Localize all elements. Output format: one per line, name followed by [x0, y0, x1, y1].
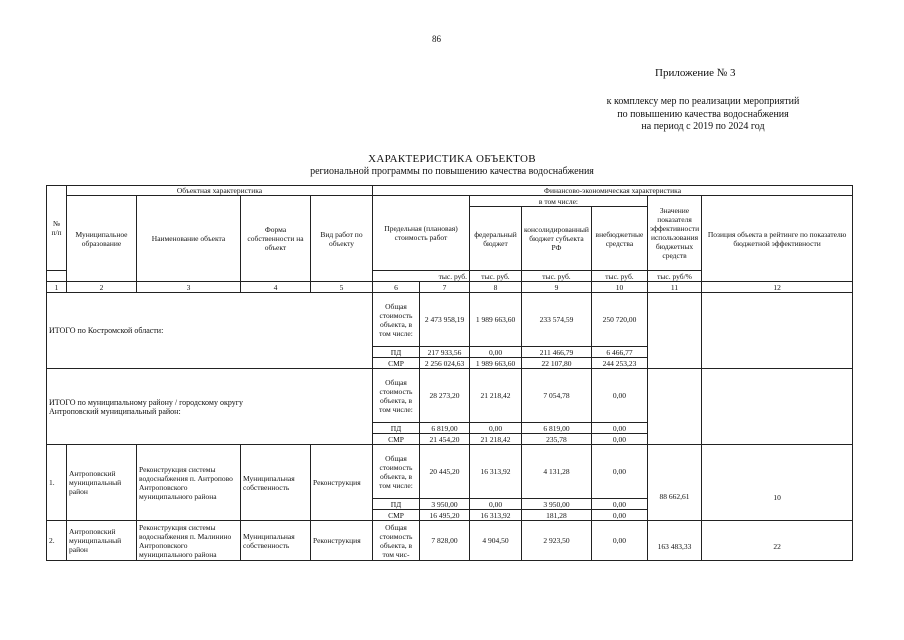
column-numbers-row [47, 282, 853, 293]
value-cell: 3 950,00 [522, 499, 592, 510]
value-cell: 1 989 663,60 [470, 358, 522, 369]
header-subgroup-row [47, 196, 853, 207]
row-label-total: Общая стоимость объекта, в том числе: [373, 369, 420, 423]
district-total-label [47, 369, 373, 445]
header-municipality: Муниципальное образование [67, 196, 137, 282]
header-num: № п/п [47, 186, 67, 271]
value-cell: 0,00 [591, 521, 647, 561]
header-federal: федеральный бюджет [470, 207, 522, 271]
object-efficiency: 163 483,33 [647, 521, 701, 561]
object-worktype: Реконструкция [311, 445, 373, 521]
value-cell: 244 253,23 [591, 358, 647, 369]
header-rating: Позиция объекта в рейтинге по показателю бюджетной эффективности [702, 196, 853, 282]
col-number: 8 [470, 282, 522, 293]
value-cell: 0,00 [591, 369, 647, 423]
row-label-total: Общая стоимость объекта, в том числе: [373, 445, 420, 499]
value-cell: 21 218,42 [470, 434, 522, 445]
row-label-smr: СМР [373, 358, 420, 369]
value-cell: 20 445,20 [420, 445, 470, 499]
value-cell: 2 256 024,63 [420, 358, 470, 369]
value-cell: 7 828,00 [420, 521, 470, 561]
unit-cell: тыс. руб. [373, 271, 470, 282]
value-cell: 1 989 663,60 [470, 293, 522, 347]
header-ownership: Форма собственности на объект [241, 196, 311, 282]
col-number: 10 [591, 282, 647, 293]
object-name: Реконструкция системы водоснабжения п. Малинино Антроповского муниципального района [137, 521, 241, 561]
header-group-row [47, 186, 853, 196]
col-number: 12 [702, 282, 853, 293]
object-efficiency: 88 662,61 [647, 445, 701, 521]
header-finance-group: Финансово-экономическая характеристика [373, 186, 853, 196]
value-cell: 233 574,59 [522, 293, 592, 347]
region-total-row [47, 293, 853, 347]
district-total-row [47, 369, 853, 423]
value-cell: 7 054,78 [522, 369, 592, 423]
value-cell: 0,00 [470, 423, 522, 434]
unit-cell: тыс. руб/% [647, 271, 701, 282]
value-cell: 0,00 [470, 499, 522, 510]
value-cell: 4 904,50 [470, 521, 522, 561]
header-extrabudget: внебюджетные средства [591, 207, 647, 271]
value-cell: 181,28 [522, 510, 592, 521]
objects-table [46, 185, 853, 561]
district-total-line: ИТОГО по муниципальному району / городскому округу [49, 397, 244, 407]
value-cell: 0,00 [591, 499, 647, 510]
value-cell: 6 819,00 [522, 423, 592, 434]
annotation-line: к комплексу мер по реализации мероприятий [606, 96, 800, 107]
value-cell: 21 218,42 [470, 369, 522, 423]
object-row [47, 521, 853, 561]
page-number: 86 [432, 34, 441, 44]
value-cell: 16 495,20 [420, 510, 470, 521]
value-cell: 3 950,00 [420, 499, 470, 510]
appendix-title: Приложение № 3 [655, 67, 736, 79]
object-ownership: Муниципальная собственность [241, 445, 311, 521]
value-cell: 16 313,92 [470, 445, 522, 499]
row-label-pd: ПД [373, 499, 420, 510]
header-cost: Предельная (плановая) стоимость работ [373, 196, 470, 271]
unit-cell: тыс. руб. [470, 271, 522, 282]
value-cell: 2 473 958,19 [420, 293, 470, 347]
unit-cell: тыс. руб. [591, 271, 647, 282]
annotation-line: на период с 2019 по 2024 год [641, 121, 765, 132]
object-rating: 10 [702, 445, 853, 521]
row-label-smr: СМР [373, 434, 420, 445]
value-cell: 250 720,00 [591, 293, 647, 347]
col-number: 3 [137, 282, 241, 293]
row-label-total: Общая стоимость объекта, в том числе: [373, 293, 420, 347]
value-cell: 2 923,50 [522, 521, 592, 561]
row-label-pd: ПД [373, 347, 420, 358]
col-number: 1 [47, 282, 67, 293]
col-number: 6 [373, 282, 420, 293]
value-cell: 0,00 [591, 510, 647, 521]
header-incl: в том числе: [470, 196, 648, 207]
object-num: 2. [47, 521, 67, 561]
appendix-annotation [560, 96, 846, 134]
value-cell: 6 466,77 [591, 347, 647, 358]
value-cell: 22 107,80 [522, 358, 592, 369]
object-num: 1. [47, 445, 67, 521]
object-ownership: Муниципальная собственность [241, 521, 311, 561]
unit-cell: тыс. руб. [522, 271, 592, 282]
document-subtitle: региональной программы по повышению качества водоснабжения [310, 166, 594, 177]
value-cell: 0,00 [591, 445, 647, 499]
value-cell: 6 819,00 [420, 423, 470, 434]
col-number: 9 [522, 282, 592, 293]
district-total-line: Антроповский муниципальный район: [49, 406, 181, 416]
value-cell: 0,00 [470, 347, 522, 358]
object-worktype: Реконструкция [311, 521, 373, 561]
row-label-total: Общая стоимость объекта, в том чис- [373, 521, 420, 561]
value-cell: 28 273,20 [420, 369, 470, 423]
object-name: Реконструкция системы водоснабжения п. Антропово Антроповского муниципального района [137, 445, 241, 521]
annotation-line: по повышению качества водоснабжения [617, 108, 789, 120]
row-label-smr: СМР [373, 510, 420, 521]
value-cell: 21 454,20 [420, 434, 470, 445]
col-number: 11 [647, 282, 701, 293]
header-object-name: Наименование объекта [137, 196, 241, 282]
value-cell: 217 933,56 [420, 347, 470, 358]
object-municipality: Антроповский муниципальный район [67, 521, 137, 561]
value-cell: 4 131,28 [522, 445, 592, 499]
document-title: ХАРАКТЕРИСТИКА ОБЪЕКТОВ [368, 153, 536, 165]
value-cell: 16 313,92 [470, 510, 522, 521]
header-object-group: Объектная характеристика [67, 186, 373, 196]
value-cell: 211 466,79 [522, 347, 592, 358]
object-municipality: Антроповский муниципальный район [67, 445, 137, 521]
col-number: 2 [67, 282, 137, 293]
value-cell: 0,00 [591, 434, 647, 445]
region-total-label: ИТОГО по Костромской области: [47, 293, 373, 369]
header-efficiency: Значение показателя эффективности использования бюджетных средств [647, 196, 701, 271]
value-cell: 0,00 [591, 423, 647, 434]
object-rating: 22 [702, 521, 853, 561]
col-number: 4 [241, 282, 311, 293]
value-cell: 235,78 [522, 434, 592, 445]
header-consolidated: консолидированный бюджет субъекта РФ [522, 207, 592, 271]
header-worktype: Вид работ по объекту [311, 196, 373, 282]
object-row [47, 445, 853, 499]
row-label-pd: ПД [373, 423, 420, 434]
col-number: 5 [311, 282, 373, 293]
col-number: 7 [420, 282, 470, 293]
